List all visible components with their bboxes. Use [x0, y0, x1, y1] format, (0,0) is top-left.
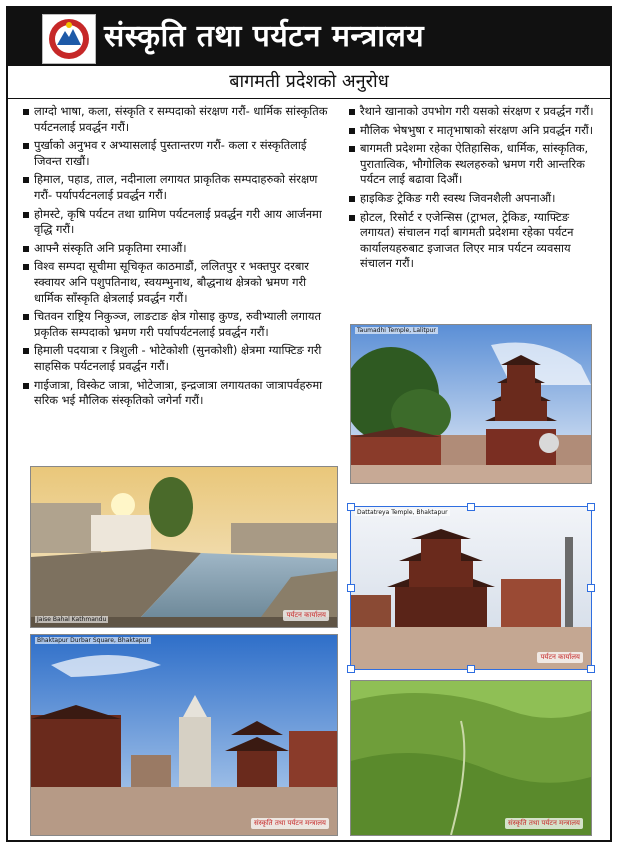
photo-caption: Dattatreya Temple, Bhaktapur: [357, 509, 448, 516]
poster-header: [8, 8, 610, 66]
bullet-list-left: [22, 104, 336, 412]
list-item: आफ्नै संस्कृति अनि प्रकृतिमा रमाऔं।: [22, 241, 336, 257]
resize-handle[interactable]: [587, 665, 595, 673]
list-item: पुर्खाको अनुभव र अभ्यासलाई पुस्तान्तरण गरौं- कला र संस्कृतिलाई जिवन्त राखौं।: [22, 138, 336, 169]
poster: [6, 6, 612, 842]
page-subtitle: बागमती प्रदेशको अनुरोध: [229, 71, 389, 92]
photo-watermark: पर्यटन कार्यालय: [537, 652, 583, 663]
list-item: रैथाने खानाको उपभोग गरी यसको संरक्षण र प्रवर्द्धन गरौं।: [348, 104, 600, 120]
resize-handle[interactable]: [587, 503, 595, 511]
photo-caption: Jaise Bahal Kathmandu: [37, 616, 107, 623]
ministry-title: संस्कृति तथा पर्यटन मन्त्रालय: [104, 19, 425, 54]
list-item: लाग्दो भाषा, कला, संस्कृति र सम्पदाको संरक्षण गरौं- धार्मिक सांस्कृतिक पर्यटनलाई प्रवर्द्धन गरौं।: [22, 104, 336, 135]
divider: [8, 98, 610, 99]
photo-river-ghat: [30, 466, 338, 628]
list-item: बागमती प्रदेशमा रहेका ऐतिहासिक, धार्मिक, सांस्कृतिक, पुरातात्विक, भौगोलिक स्थलहरुको भ्रमण गरी आन्तरिक पर्यटन लाई बढावा दिऔं।: [348, 141, 600, 188]
photo-durbar-square: [30, 634, 338, 836]
list-item: विश्व सम्पदा सूचीमा सूचिकृत काठमाडौं, ललितपुर र भक्तपुर दरबार स्क्वायर अनि पशुपतिनाथ, स्वयम्भुनाथ, बौद्धनाथ क्षेत्रको भ्रमण गरी धार्मिक साँस्कृति क्षेत्रलाई प्रवर्द्धन गरौं।: [22, 259, 336, 306]
photo-dattatreya-temple[interactable]: [350, 506, 592, 670]
list-item: होटल, रिसोर्ट र एजेन्सिस (ट्राभल, ट्रेकिङ, ग्याफ्टिङ लगायत) संचालन गर्दा बागमती प्रदेशमा रहेका पर्यटन कार्यालयहरुबाट इजाजत लिएर मात्र पर्यटन व्यवसाय संचालन गरौं।: [348, 210, 600, 272]
resize-handle[interactable]: [347, 584, 355, 592]
photo-taumadhi-temple: [350, 324, 592, 484]
photo-caption: Taumadhi Temple, Lalitpur: [357, 327, 436, 334]
nepal-government-emblem-icon: [42, 14, 96, 64]
list-item: मौलिक भेषभुषा र मातृभाषाको संरक्षण अनि प्रवर्द्धन गरौं।: [348, 123, 600, 139]
resize-handle[interactable]: [467, 665, 475, 673]
list-item: होमस्टे, कृषि पर्यटन तथा ग्रामिण पर्यटनलाई प्रवर्द्धन गरी आय आर्जनमा वृद्धि गरौं।: [22, 207, 336, 238]
bullet-list-right: [348, 104, 600, 275]
list-item: हाइकिङ ट्रेकिङ गरी स्वस्थ जिवनशैली अपनाऔं।: [348, 191, 600, 207]
photo-green-hills: [350, 680, 592, 836]
list-item: हिमाली पदयात्रा र त्रिशुली - भोटेकोशी (सुनकोशी) क्षेत्रमा ग्याफ्टिङ गरी साहसिक पर्यटनलाई प्रवर्द्धन गरौं।: [22, 343, 336, 374]
resize-handle[interactable]: [347, 665, 355, 673]
photo-caption: Bhaktapur Durbar Square, Bhaktapur: [37, 637, 149, 644]
resize-handle[interactable]: [467, 503, 475, 511]
photo-watermark: पर्यटन कार्यालय: [283, 610, 329, 621]
list-item: चितवन राष्ट्रिय निकुञ्ज, लाङटाङ क्षेत्र गोसाइ कुण्ड, रुवीभ्याली लगायत प्रकृतिक सम्पदाको भ्रमण गरी पर्यापर्यटनलाई प्रवर्द्धन गरौं।: [22, 309, 336, 340]
list-item: हिमाल, पहाड, ताल, नदीनाला लगायत प्राकृतिक सम्पदाहरुको संरक्षण गरौं- पर्यापर्यटनलाई प्रवर्द्धन गरौं।: [22, 172, 336, 203]
resize-handle[interactable]: [347, 503, 355, 511]
photo-watermark: संस्कृति तथा पर्यटन मन्त्रालय: [251, 818, 329, 829]
list-item: गाईजात्रा, विस्केट जात्रा, भोटेजात्रा, इन्द्रजात्रा लगायतका जात्रापर्वहरुमा सरिक भई मौलिक संस्कृतिको जगेर्ना गरौं।: [22, 378, 336, 409]
resize-handle[interactable]: [587, 584, 595, 592]
photo-watermark: संस्कृति तथा पर्यटन मन्त्रालय: [505, 818, 583, 829]
